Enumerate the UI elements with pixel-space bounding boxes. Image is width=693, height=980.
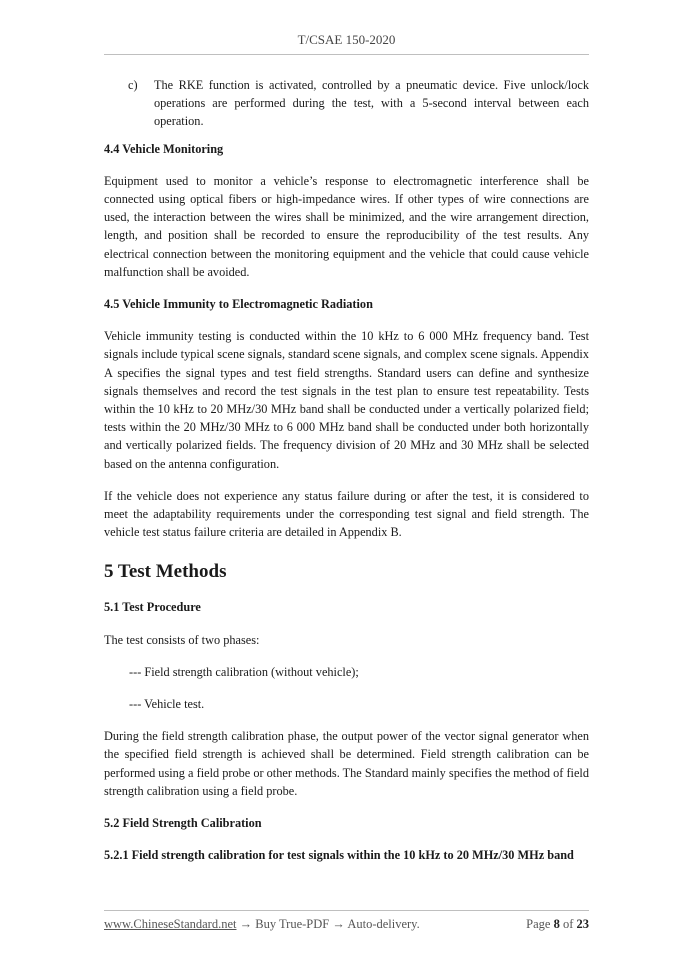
section-4-4-paragraph: Equipment used to monitor a vehicle’s response to electromagnetic interference shall be connected using optical fibers or high-impedance wires. If other types of wire connections are used, the interaction between the wires shall be minimized, and the wire arrangement direction, length, and position shall be recorded to ensure the reproducibility of the test results. Any electrical connection between the monitoring equipment and the vehicle that could cause vehicle malfunction shall be avoided. — [104, 173, 589, 279]
section-5-heading: 5 Test Methods — [104, 561, 227, 583]
header-divider — [104, 54, 589, 55]
list-item-c — [104, 76, 589, 131]
auto-delivery-text: Auto-delivery. — [347, 917, 420, 931]
section-5-2-1-heading: 5.2.1 Field strength calibration for test signals within the 10 kHz to 20 MHz/30 MHz band — [104, 848, 574, 863]
page-header — [104, 32, 589, 48]
current-page: 8 — [553, 917, 560, 931]
page-content — [104, 62, 589, 865]
section-5-1-intro: The test consists of two phases: — [104, 632, 260, 647]
arrow-right-icon: → — [332, 917, 345, 931]
phase-item-1: --- Field strength calibration (without vehicle); — [129, 664, 359, 679]
arrow-right-icon: → — [239, 917, 253, 931]
document-id: T/CSAE 150-2020 — [297, 32, 396, 47]
buy-pdf-text: Buy True-PDF — [255, 917, 330, 931]
page-number: Page 8 of 23 — [526, 917, 589, 931]
page-footer — [104, 917, 589, 932]
section-5-1-heading: 5.1 Test Procedure — [104, 600, 201, 615]
footer-promo — [104, 917, 420, 932]
section-4-5-heading: 4.5 Vehicle Immunity to Electromagnetic Radiation — [104, 297, 373, 312]
footer-divider — [104, 910, 589, 911]
section-4-5-paragraph-1: Vehicle immunity testing is conducted within the 10 kHz to 6 000 MHz frequency band. Test signals include typical scene signals, standard scene signals, and complex scene signals. Appendix A specifies the signal types and test field strengths. Standard users can define and synthesize signals themselves and record the test signals in the test plan to ensure test repeatability. Tests within the 10 kHz to 20 MHz/30 MHz band shall be conducted under a vertically polarized field; tests within the 20 MHz/30 MHz to 6 000 MHz band shall be conducted under both horizontally and vertically polarized fields. The frequency division of 20 MHz and 30 MHz shall be selected based on the antenna configuration. — [104, 329, 589, 471]
section-4-5-paragraph-2: If the vehicle does not experience any status failure during or after the test, it is considered to meet the adaptability requirements under the corresponding test signal and field strength. The vehicle test status failure criteria are detailed in Appendix B. — [104, 488, 589, 540]
total-pages: 23 — [576, 917, 589, 931]
section-5-1-paragraph: During the field strength calibration phase, the output power of the vector signal generator when the specified field strength is achieved shall be determined. Field strength calibration can be performed using a field probe or other methods. The Standard mainly specifies the method of field strength calibration using a field probe. — [104, 729, 589, 798]
site-link[interactable]: www.ChineseStandard.net — [104, 917, 237, 931]
list-item-text: The RKE function is activated, controlled by a pneumatic device. Five unlock/lock operations are performed during the test, with a 5-second interval between each operation. — [154, 78, 589, 129]
phase-item-2: --- Vehicle test. — [129, 697, 205, 712]
section-4-4-heading: 4.4 Vehicle Monitoring — [104, 141, 224, 156]
list-item-label: c) — [128, 78, 138, 92]
section-5-2-heading: 5.2 Field Strength Calibration — [104, 816, 262, 831]
